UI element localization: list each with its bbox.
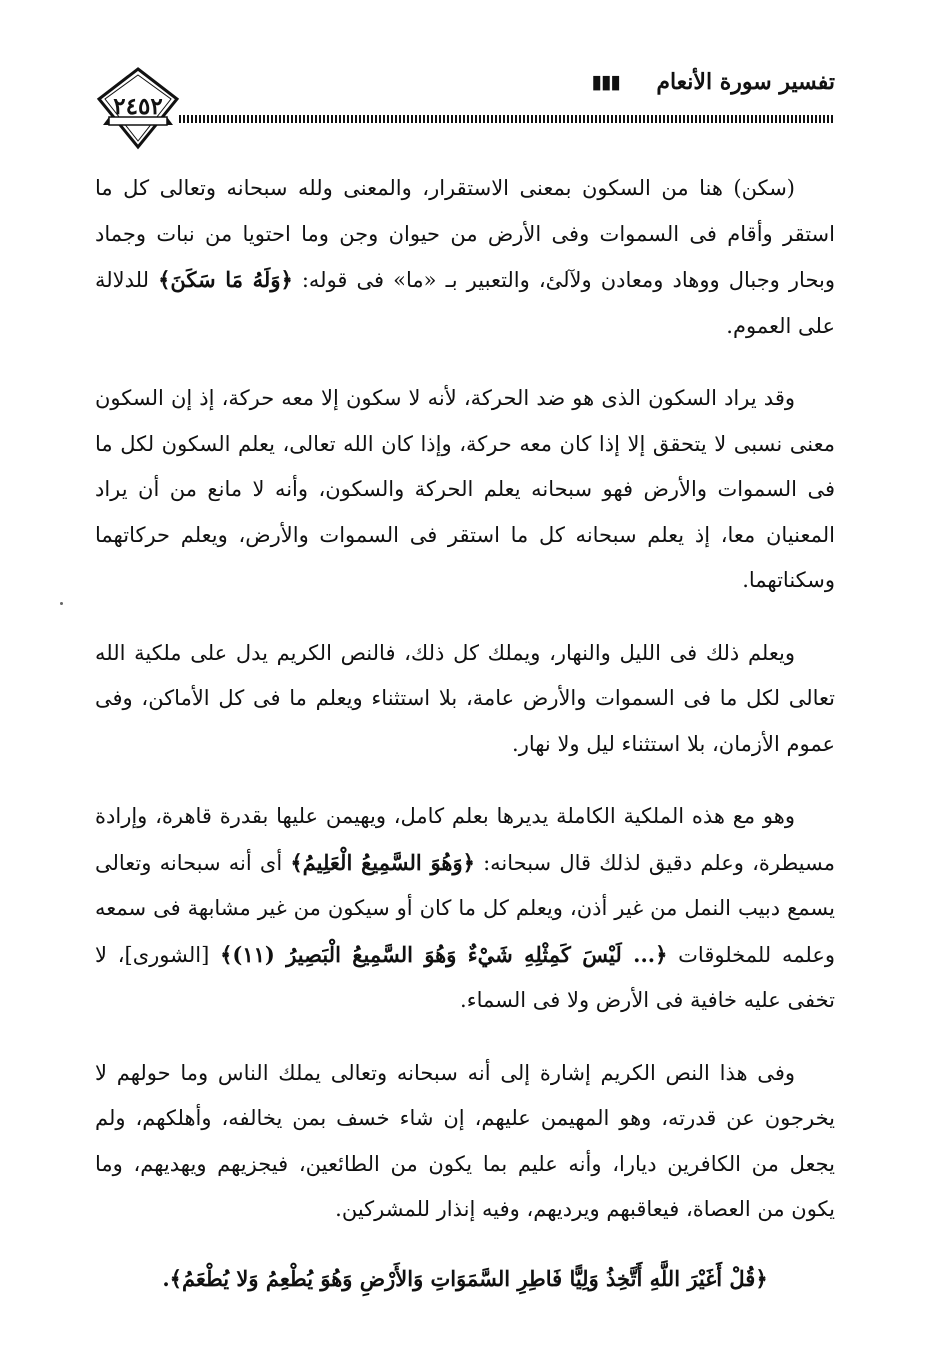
quran-quote: ﴿وَهُوَ السَّمِيعُ الْعَلِيمُ﴾ xyxy=(290,849,475,875)
paragraph xyxy=(95,166,835,349)
paragraph-text: (سكن) هنا من السكون بمعنى الاستقرار، والمعنى ولله سبحانه وتعالى كل ما استقر وأقام فى السموات وفى الأرض من حيوان وجن وما احتويا من نبات وجماد وبحار وجبال ووهاد ومعادن ولآلئ، والتعبير بـ «ما» فى قوله: xyxy=(95,176,835,292)
margin-dot xyxy=(60,602,63,605)
paragraph xyxy=(95,794,835,1024)
page-number: ٢٤٥٢ xyxy=(113,93,163,120)
body-text xyxy=(95,166,835,1322)
paragraph xyxy=(95,1051,835,1233)
header-ornament-icon: ▮▮▮ xyxy=(591,71,620,93)
paragraph xyxy=(95,631,835,768)
paragraph-text: للدلالة على العموم. xyxy=(95,268,835,338)
paragraph-text: وفى هذا النص الكريم إشارة إلى أنه سبحانه وتعالى يملك الناس وما حولهم لا يخرجون عن قدرته، وهو المهيمن عليهم، إن شاء خسف بمن يخالفه، وأهلكهم، ولم يجعل من الكافرين ديارا، وأنه عليم بما يكون من الطائعين، فيجزيهم ويهديهم، وما يكون من العصاة، فيعاقبهم ويرديهم، وفيه إنذار للمشركين. xyxy=(95,1060,835,1221)
page-number-badge xyxy=(95,65,181,151)
paragraph-text: أى أنه سبحانه وتعالى يسمع دبيب النمل من غير أذن، ويعلم كل ما كان أو سيكون من غير مشابهة فى سمعه وعلمه للمخلوقات xyxy=(95,850,835,967)
paragraph-text: [الشورى]، لا تخفى عليه خافية فى الأرض ولا فى السماء. xyxy=(95,942,835,1012)
paragraph-text: وقد يراد السكون الذى هو ضد الحركة، لأنه لا سكون إلا معه حركة، إذ إن السكون معنى نسبى لا يتحقق إلا إذا كان معه حركة، وإذا كان الله تعالى، يعلم السكون لكل ما فى السموات والأرض فهو سبحانه يعلم الحركة والسكون، وأنه لا مانع من أن يراد المعنيان معا، إذ يعلم سبحانه كل ما استقر فى السموات والأرض، ويعلم حركاتهما وسكناتهما. xyxy=(95,386,835,592)
page-header xyxy=(95,55,835,150)
paragraph-text: وهو مع هذه الملكية الكاملة يديرها بعلم كامل، ويهيمن عليها بقدرة قاهرة، وإرادة مسيطرة، وعلم دقيق لذلك قال سبحانه: xyxy=(95,804,836,875)
chapter-title: تفسير سورة الأنعام xyxy=(656,69,835,95)
quran-quote: ﴿... لَيْسَ كَمِثْلِهِ شَيْءٌ وَهُوَ السَّمِيعُ الْبَصِيرُ (١١)﴾ xyxy=(220,941,668,967)
paragraph xyxy=(95,376,835,604)
paragraph-text: ويعلم ذلك فى الليل والنهار، ويملك كل ذلك، فالنص الكريم يدل على ملكية الله تعالى لكل ما فى السموات والأرض عامة، بلا استثناء ويعلم ما فى كل الأماكن، وفى عموم الأزمان، بلا استثناء ليل ولا نهار. xyxy=(95,640,835,756)
quran-verse: ﴿قُلْ أَغَيْرَ اللَّهِ أَتَّخِذُ وَلِيًّا فَاطِرِ السَّمَوَاتِ وَالأَرْضِ وَهُوَ يُطْعِمُ وَلا يُطْعَمُ﴾. xyxy=(162,1265,768,1291)
header-rule xyxy=(179,115,835,123)
quran-quote: ﴿وَلَهُ مَا سَكَنَ﴾ xyxy=(158,267,293,292)
